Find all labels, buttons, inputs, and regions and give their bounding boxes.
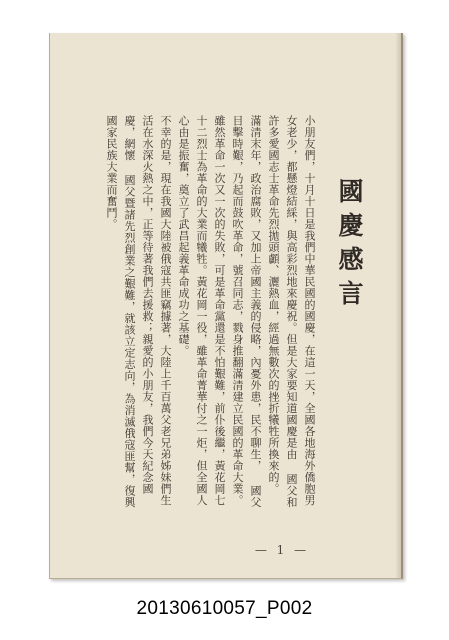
paragraph-3: 雖然革命一次又一次的失敗，可是革命黨還是不怕艱難，前仆後繼，黃花岡七十二烈士為革命的大業而犧牲。黃花岡一役，雖革命菁華付之一炬，但全國人心由是振奮，奠立了武昌起義革命成功之基礎。: [177, 115, 226, 506]
page-edge-shading: [395, 33, 401, 578]
document-body: [105, 115, 318, 517]
document-page: [49, 33, 403, 579]
image-caption: 20130610057_P002: [136, 598, 313, 619]
page-number: — 1 —: [254, 543, 310, 557]
paragraph-2: 滿清末年，政治腐敗，又加上帝國主義的侵略，內憂外患，民不聊生， 國父目擊時艱，乃起而鼓吹革命，號召同志，戮身推翻滿清建立民國的革命大業。: [231, 115, 262, 508]
document-title: 國慶感言: [335, 178, 364, 314]
paragraph-4: 不幸的是，現在我國大陸被俄寇共匪竊據著，大陸上千百萬父老兄弟姊妹們生活在水深火熱之中，正等待著我們去援救；親愛的小朋友，我們今天紀念國慶，網懷 國父暨諸先烈創業之艱難，就該立定志向，為消滅俄寇匪幫，復興國家民族大業而奮鬥。: [105, 115, 172, 508]
paragraph-1: 小朋友們，十月十日是我們中華民國的國慶，在這一天，全國各地海外僑胞男女老少，都懸燈結綵，與高彩烈地來慶祝。但是大家要知道國慶是由 國父和許多愛國志士革命先烈拋頭顱、灑熱血，經過無數次的挫折犧牲所換來的。: [267, 115, 316, 508]
